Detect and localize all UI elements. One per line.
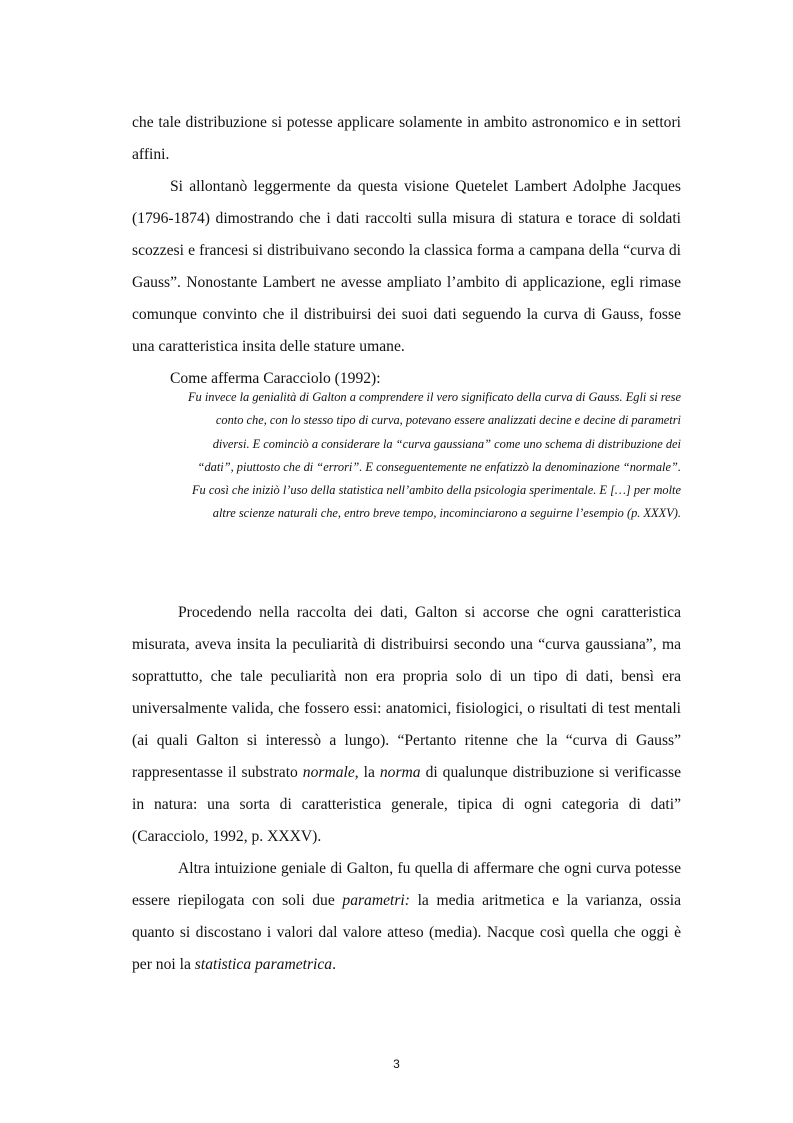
text-span: la media aritmetica e la varianza, ossia quanto si discostano i valori dal valore atteso (media). Nacque così quella che oggi è per noi la bbox=[132, 892, 682, 973]
quote-part-1: Fu invece la genialità di Galton a comprendere il vero significato della curva di Gauss. Egli si rese conto che, con lo stesso tipo di curva, potevano essere analizzati decine e decine di parametri diversi. E cominciò a considerare la “curva gaussiana” come uno schema di distribuzione dei “dati”, piuttosto che di “errori”. E conseguentemente ne enfatizzò la denominazione “normale”. bbox=[187, 390, 681, 474]
text-span: di qualunque distribuzione si verificasse in natura: una sorta di caratteristica generale, tipica di ogni categoria di dati” (Caracciolo, 1992, p. XXXV). bbox=[132, 764, 682, 845]
body-text-bottom bbox=[132, 597, 681, 981]
body-text-top bbox=[132, 107, 681, 395]
emphasis-parametri: parametri: bbox=[342, 892, 410, 909]
page-number: 3 bbox=[393, 1057, 400, 1071]
emphasis-norma: norma bbox=[379, 764, 421, 781]
text-span: Altra intuizione geniale di Galton, fu quella di affermare che ogni curva potesse essere riepilogata con soli due bbox=[132, 860, 681, 909]
emphasis-normale: normale bbox=[302, 764, 355, 781]
paragraph-galton bbox=[132, 597, 681, 853]
text-span: Procedendo nella raccolta dei dati, Galton si accorse che ogni caratteristica misurata, aveva insita la peculiarità di distribuirsi secondo una “curva gaussiana”, ma soprattutto, che tale peculiarità non era propria solo di un tipo di dati, bensì era universalmente valida, che fossero essi: anatomici, fisiologici, o risultati di test mentali (ai quali Galton si interessò a lungo). “Pertanto ritenne che la “curva di Gauss” rappresentasse il substrato bbox=[132, 604, 681, 781]
paragraph-parametri bbox=[132, 853, 681, 981]
block-quote bbox=[176, 386, 681, 526]
text-span: , la bbox=[354, 764, 380, 781]
paragraph-quetelet: Si allontanò leggermente da questa visione Quetelet Lambert Adolphe Jacques (1796-1874) dimostrando che i dati raccolti sulla misura di statura e torace di soldati scozzesi e francesi si distribuivano secondo la classica forma a campana della “curva di Gauss”. Nonostante Lambert ne avesse ampliato l’ambito di applicazione, egli rimase comunque convinto che il distribuirsi dei suoi dati seguendo la curva di Gauss, fosse una caratteristica insita delle stature umane. bbox=[132, 178, 681, 355]
paragraph-intro-quote: Come afferma Caracciolo (1992): bbox=[170, 370, 381, 387]
text-span: . bbox=[332, 956, 337, 973]
emphasis-statistica-parametrica: statistica parametrica bbox=[194, 956, 333, 973]
quote-part-2: Fu così che iniziò l’uso della statistica nell’ambito della psicologia sperimentale. E […] per molte altre scienze naturali che, entro breve tempo, incominciarono a seguirne l’esempio (p. XXXV). bbox=[191, 483, 681, 521]
paragraph-continuation: che tale distribuzione si potesse applicare solamente in ambito astronomico e in settori affini. bbox=[132, 114, 681, 163]
